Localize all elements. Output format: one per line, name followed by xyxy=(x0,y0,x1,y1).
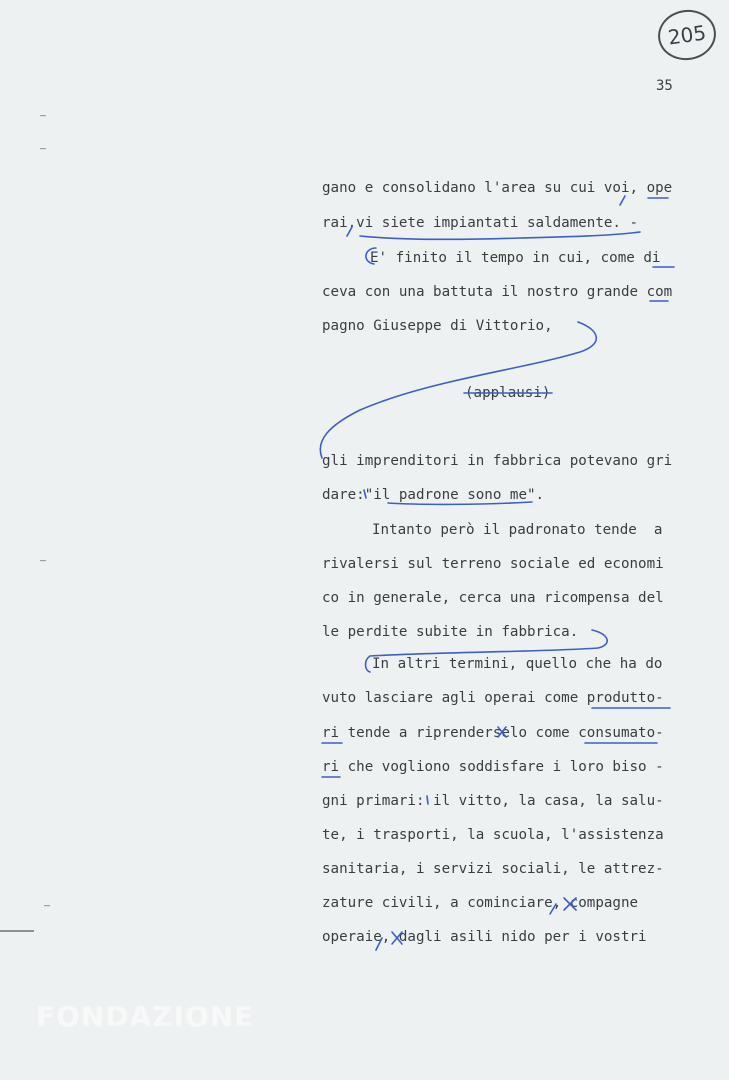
text-line: sanitaria, i servizi sociali, le attrez- xyxy=(322,861,664,877)
watermark-logo: FONDAZIONE xyxy=(36,1000,255,1033)
text-line: ceva con una battuta il nostro grande com xyxy=(322,284,673,300)
text-line: Intanto però il padronato tende a xyxy=(372,522,663,538)
stamp-number: 205 xyxy=(666,20,708,50)
text-line: te, i trasporti, la scuola, l'assistenza xyxy=(322,827,664,843)
text-line: zature civili, a cominciare, compagne xyxy=(322,895,639,911)
text-line: ri che vogliono soddisfare i loro biso - xyxy=(322,759,664,775)
text-line: operaie, dagli asili nido per i vostri xyxy=(322,929,647,945)
text-line: co in generale, cerca una ricompensa del xyxy=(322,590,664,606)
text-line: gano e consolidano l'area su cui voi, ope xyxy=(322,180,673,196)
text-line: vuto lasciare agli operai come produtto- xyxy=(322,690,664,706)
text-line: le perdite subite in fabbrica. xyxy=(322,624,579,640)
text-line: ri tende a riprenderselo come consumato- xyxy=(322,725,664,741)
text-line: gni primari: il vitto, la casa, la salu- xyxy=(322,793,664,809)
margin-rule xyxy=(0,930,34,932)
text-line: rivalersi sul terreno sociale ed economi xyxy=(322,556,664,572)
text-line: pagno Giuseppe di Vittorio, xyxy=(322,318,553,334)
text-line: dare:"il padrone sono me". xyxy=(322,487,545,503)
stage-direction: (applausi) xyxy=(465,385,551,401)
text-line: In altri termini, quello che ha do xyxy=(372,656,663,672)
page-number: 35 xyxy=(656,78,673,94)
text-line: gli imprenditori in fabbrica potevano gri xyxy=(322,453,673,469)
text-line: E' finito il tempo in cui, come di xyxy=(370,250,661,266)
text-line: rai,vi siete impiantati saldamente. - xyxy=(322,215,639,231)
